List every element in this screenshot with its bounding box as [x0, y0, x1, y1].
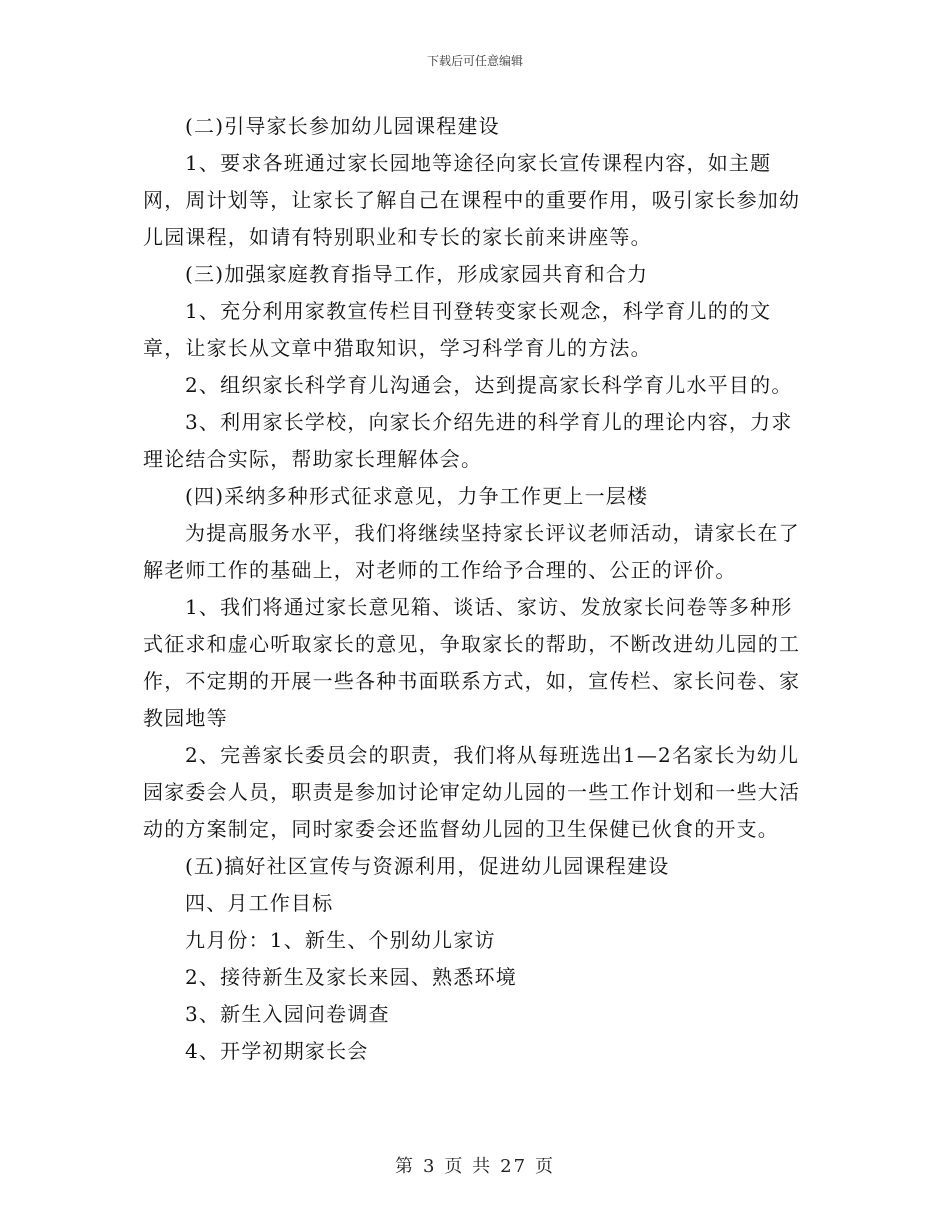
paragraph: 1、要求各班通过家长园地等途径向家长宣传课程内容，如主题网，周计划等，让家长了解自己在课程中的重要作用，吸引家长参加幼儿园课程，如请有特别职业和专长的家长前来讲座等。: [143, 151, 801, 249]
paragraph: 1、充分利用家教宣传栏目刊登转变家长观念，科学育儿的的文章，让家长从文章中猎取知识，学习科学育儿的方法。: [143, 299, 772, 360]
section-heading: (三)加强家庭教育指导工作，形成家园共育和合力: [185, 262, 649, 286]
section-heading: (五)搞好社区宣传与资源利用，促进幼儿园课程建设: [185, 854, 670, 878]
total-page-count: 27: [500, 1156, 528, 1177]
section-heading: (四)采纳多种形式征求意见，力争工作更上一层楼: [185, 484, 649, 508]
paragraph: 1、我们将通过家长意见箱、谈话、家访、发放家长问卷等多种形式征求和虚心听取家长的意见，争取家长的帮助，不断改进幼儿园的工作，不定期的开展一些各种书面联系方式，如，宣传栏、家长问卷、家教园地等: [143, 595, 801, 730]
page-number-prefix: 第: [394, 1156, 415, 1177]
list-item: 九月份：1、新生、个别幼儿家访: [185, 928, 496, 952]
list-item: 4、开学初期家长会: [185, 1039, 369, 1063]
section-heading: 四、月工作目标: [185, 891, 334, 915]
list-item: 2、接待新生及家长来园、熟悉环境: [185, 965, 517, 989]
paragraph: 3、利用家长学校，向家长介绍先进的科学育儿的理论内容，力求理论结合实际，帮助家长理解体会。: [143, 410, 793, 471]
paragraph: 为提高服务水平，我们将继续坚持家长评议老师活动，请家长在了解老师工作的基础上，对老师的工作给予合理的、公正的评价。: [143, 521, 800, 582]
page-number-suffix: 页: [535, 1156, 556, 1177]
paragraph: 2、组织家长科学育儿沟通会，达到提高家长科学育儿水平目的。: [185, 373, 793, 397]
page-number-middle: 页 共: [444, 1156, 493, 1177]
current-page-number: 3: [422, 1156, 437, 1177]
page-header: 下载后可任意编辑: [426, 54, 523, 68]
section-heading: (二)引导家长参加幼儿园课程建设: [185, 114, 500, 138]
list-item: 3、新生入园问卷调查: [185, 1002, 390, 1026]
page-footer: [0, 1152, 950, 1178]
paragraph: 2、完善家长委员会的职责，我们将从每班选出1—2名家长为幼儿园家委会人员，职责是参加讨论审定幼儿园的一些工作计划和一些大活动的方案制定，同时家委会还监督幼儿园的卫生保健已伙食的开支。: [143, 743, 801, 841]
document-body: [143, 108, 813, 1070]
